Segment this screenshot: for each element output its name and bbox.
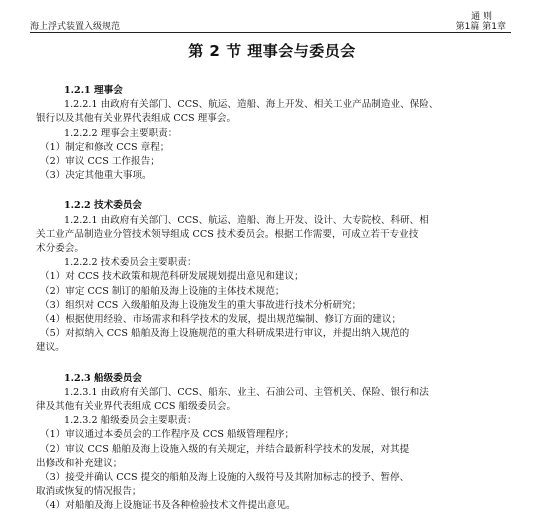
list-item: （2）审定 CCS 制订的船舶及海上设施的主体技术规范； xyxy=(40,285,285,297)
paragraph-line: 1.2.2.1 由政府有关部门、CCS、航运、造船、海上开发、相关工业产品制造业、保险、 xyxy=(64,99,439,111)
paragraph-line: 1.2.3.2 船级委员会主要职责： xyxy=(64,415,197,427)
subsection-heading: 1.2.2 技术委员会 xyxy=(64,200,143,212)
list-item: （2）审议 CCS 船舶及海上设施入级的有关规定，并结合最新科学技术的发展，对其提 xyxy=(40,443,410,455)
list-item-continuation: 建议。 xyxy=(36,342,65,354)
paragraph-line: 律及其他有关业界代表组成 CCS 船级委员会。 xyxy=(36,401,237,413)
paragraph-line: 1.2.2.1 由政府有关部门、CCS、航运、造船、海上开发、设计、大专院校、科研、相 xyxy=(64,214,429,226)
subsection-heading: 1.2.3 船级委员会 xyxy=(64,372,143,384)
list-item: （1）审议通过本委员会的工作程序及 CCS 船级管理程序； xyxy=(40,429,295,441)
paragraph-line: 术分委会。 xyxy=(36,243,84,255)
list-item-continuation: 出修改和补充建议； xyxy=(36,457,123,469)
paragraph-line: 1.2.2.2 理事会主要职责： xyxy=(64,127,178,139)
section-title: 第 2 节 理事会与委员会 xyxy=(188,42,356,60)
list-item: （3）决定其他重大事项。 xyxy=(40,170,152,182)
subsection-heading: 1.2.1 理事会 xyxy=(64,85,123,96)
list-item-continuation: 取消或恢复的情况报告； xyxy=(36,486,142,498)
running-header-part: 通 则 xyxy=(471,12,492,22)
paragraph-line: 关工业产品制造业分管技术领导组成 CCS 技术委员会。根据工作需要，可成立若干专业技 xyxy=(36,228,419,240)
list-item: （4）对船舶及海上设施证书及各种检验技术文件提出意见。 xyxy=(40,500,296,512)
list-item: （1）对 CCS 技术政策和规范科研发展规划提出意见和建议； xyxy=(40,271,304,283)
header-rule xyxy=(30,32,511,33)
list-item: （4）根据使用经验、市场需求和科学技术的发展，提出规范编制、修订方面的建议； xyxy=(40,314,402,326)
list-item: （3）组织对 CCS 入级船舶及海上设施发生的重大事故进行技术分析研究； xyxy=(40,299,362,311)
paragraph-line: 1.2.2.2 技术委员会主要职责： xyxy=(64,257,197,269)
list-item: （2）审议 CCS 工作报告； xyxy=(40,156,160,168)
paragraph-line: 银行以及其他有关业界代表组成 CCS 理事会。 xyxy=(36,113,237,125)
running-header-left: 海上浮式装置入级规范 xyxy=(30,22,121,32)
list-item: （1）制定和修改 CCS 章程； xyxy=(40,141,170,153)
document-body xyxy=(36,84,512,514)
list-item: （5）对拟纳入 CCS 船舶及海上设施规范的重大科研成果进行审议，并提出纳入规范的 xyxy=(40,328,410,340)
running-header-chapter: 第1篇 第1章 xyxy=(455,22,506,32)
list-item: （3）接受并确认 CCS 提交的船舶及海上设施的入级符号及其附加标志的授予、暂停、 xyxy=(40,472,410,484)
paragraph-line: 1.2.3.1 由政府有关部门、CCS、船东、业主、石油公司、主管机关、保险、银行和法 xyxy=(64,386,429,398)
